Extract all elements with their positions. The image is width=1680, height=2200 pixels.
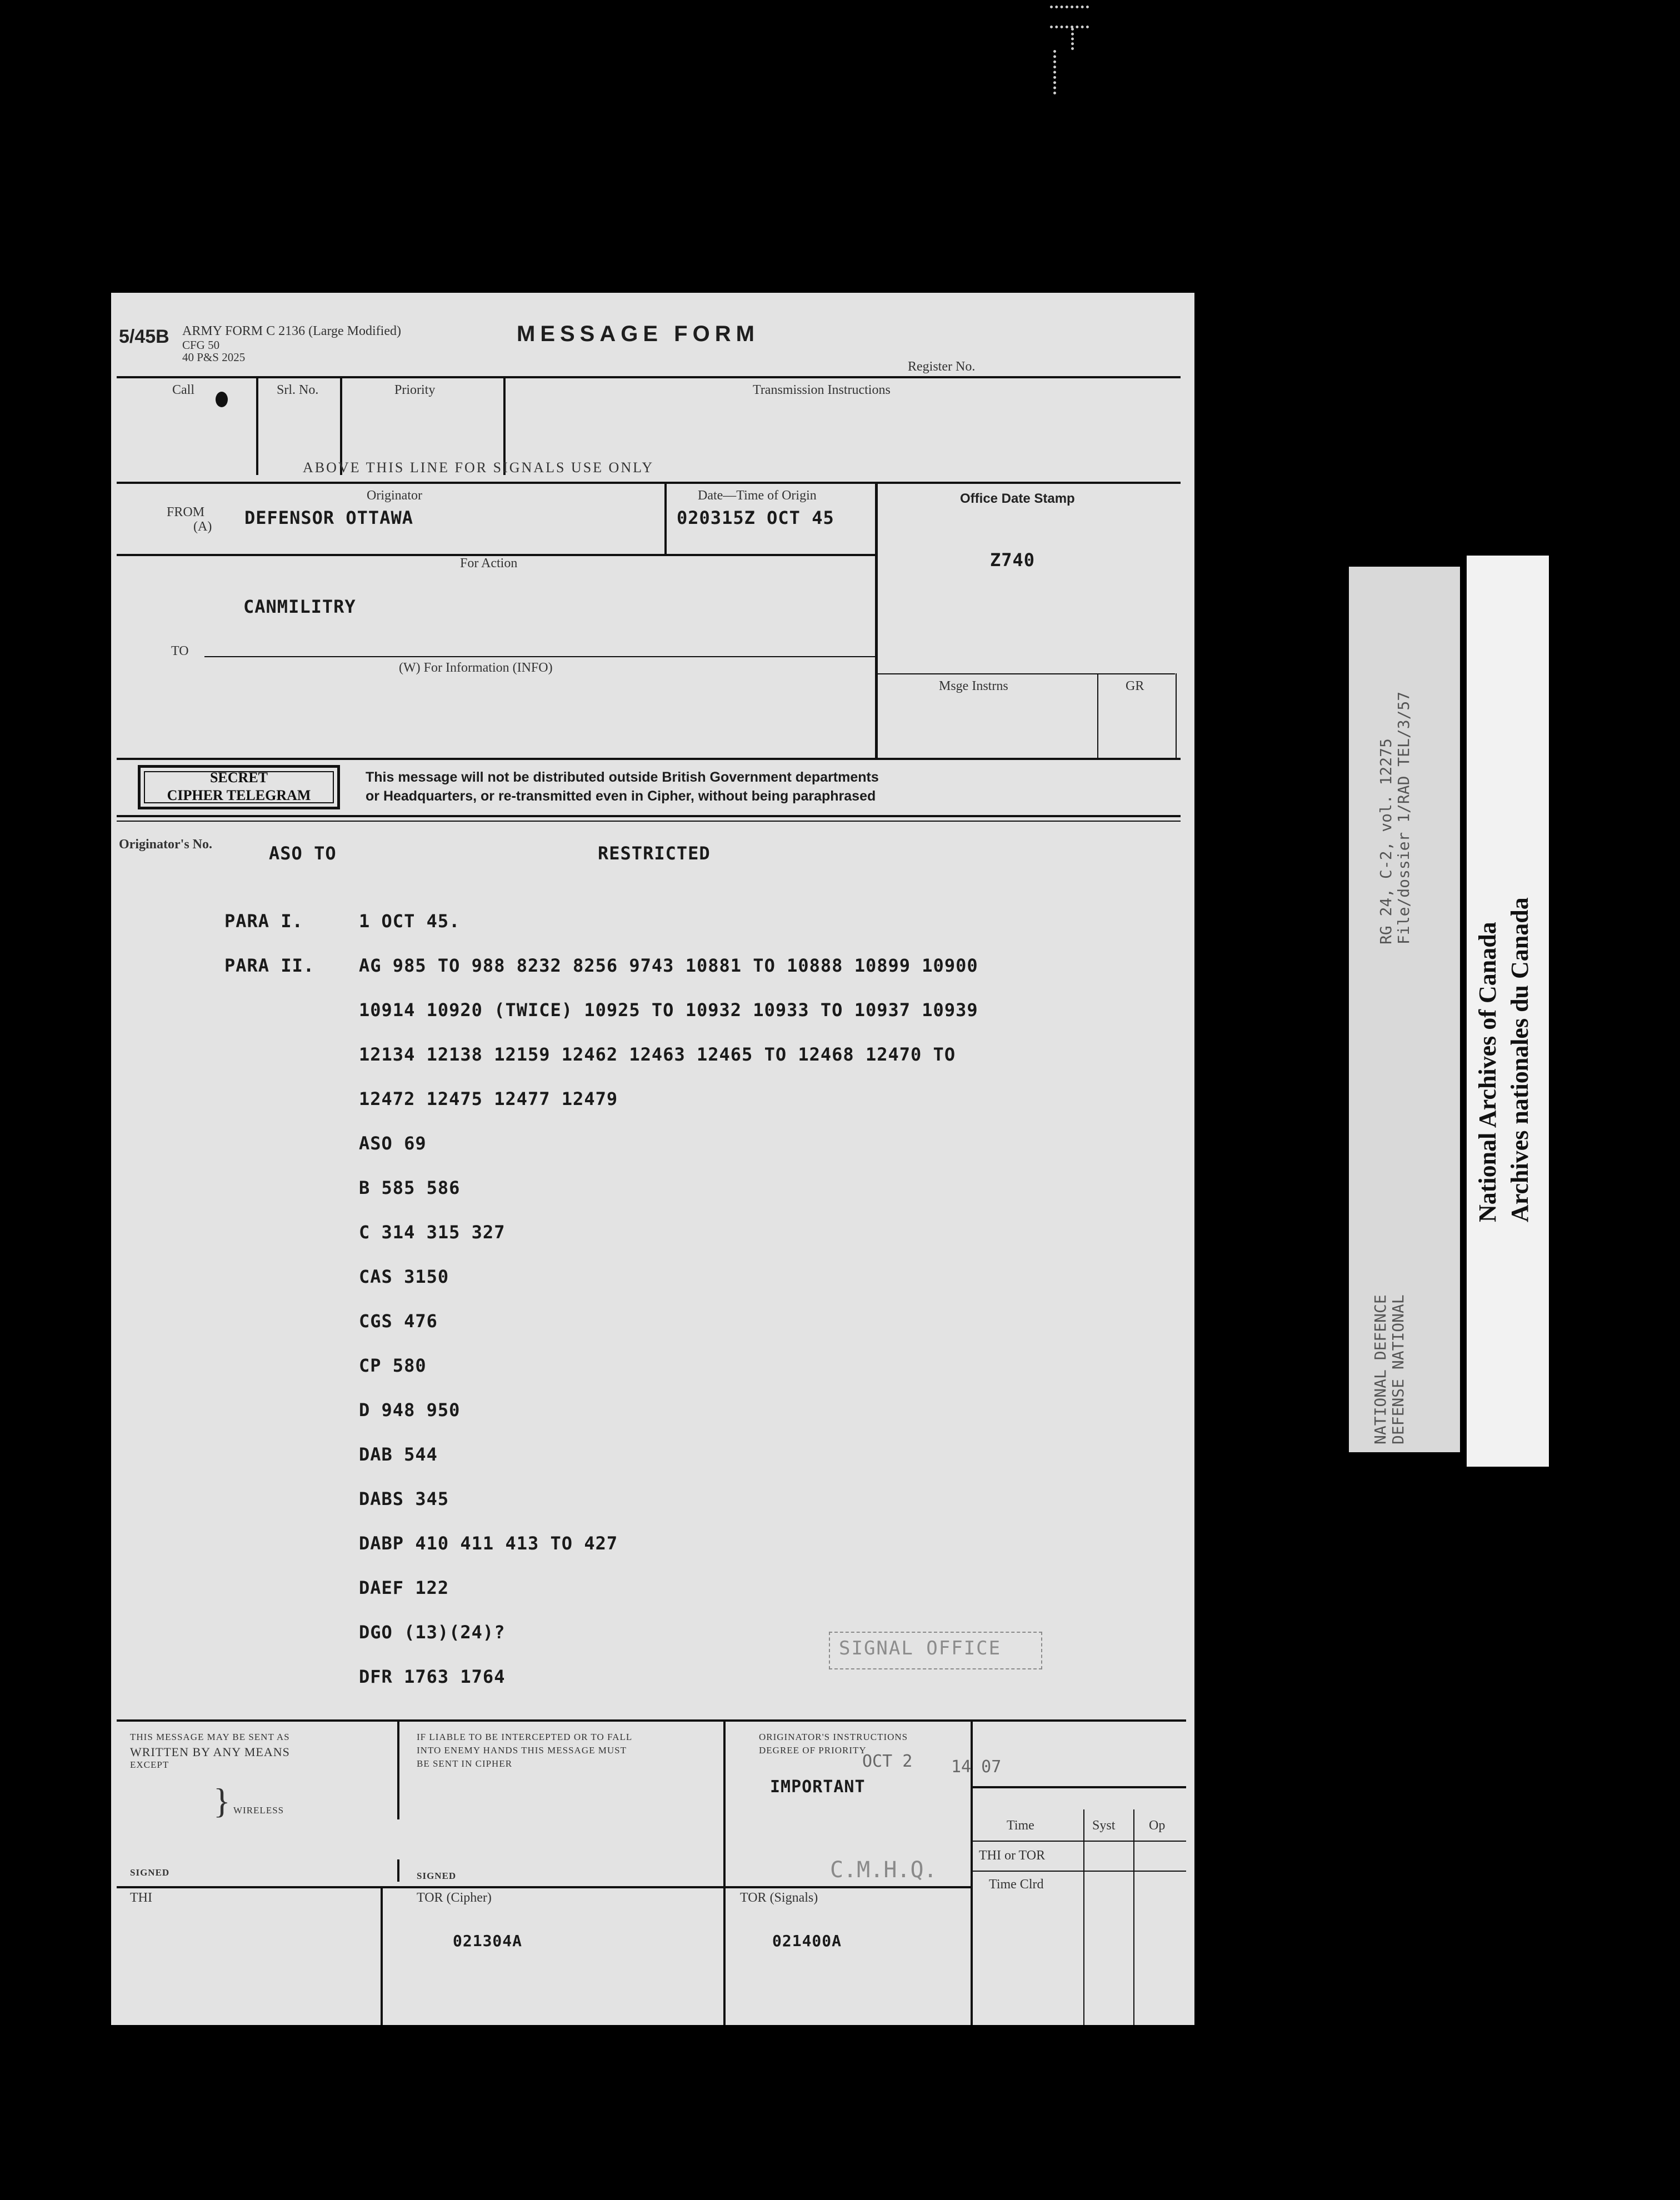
message-line: 12472 12475 12477 12479 [359,1088,618,1109]
register-label: Register No. [908,359,976,374]
rule [397,1859,399,1882]
for-action-label: For Action [460,556,518,571]
transmission-label: Transmission Instructions [753,383,891,397]
rule [875,482,878,758]
rule [723,1886,726,2025]
signals-use-only: ABOVE THIS LINE FOR SIGNALS USE ONLY [303,459,654,476]
message-line: B 585 586 [359,1177,461,1198]
tor-signals-label: TOR (Signals) [740,1891,818,1905]
time-stamp: 14 07 [951,1757,1002,1777]
cmhq-stamp: C.M.H.Q. [830,1857,937,1883]
message-form-sheet [111,293,1194,2025]
rule [664,482,667,554]
office-stamp-label: Office Date Stamp [960,491,1075,506]
srl-label: Srl. No. [277,383,319,397]
rule [117,821,1181,822]
rule [1083,1809,1084,2025]
rule [723,1719,726,1886]
office-stamp-value: Z740 [990,549,1036,571]
for-action-value: CANMILITRY [243,596,356,617]
may-be-sent-1: THIS MESSAGE MAY BE SENT AS [130,1732,290,1742]
department-name-2: DEFENSE NATIONAL [1389,1294,1407,1444]
date-stamp: OCT 2 [862,1752,913,1771]
archive-name-en: National Archives of Canada [1474,922,1501,1222]
distribution-notice-2: or Headquarters, or re-transmitted even in Cipher, without being paraphrased [366,788,876,804]
rule [971,1871,1186,1872]
message-line: 12134 12138 12159 12462 12463 12465 TO 12468 12470 TO [359,1044,956,1065]
intercept-1: IF LIABLE TO BE INTERCEPTED OR TO FALL [417,1732,633,1742]
form-title: MESSAGE FORM [517,322,759,346]
may-be-sent-3: EXCEPT [130,1759,169,1770]
classification: RESTRICTED [598,843,711,864]
msge-instrns-label: Msge Instrns [939,679,1008,693]
op-label: Op [1149,1818,1166,1833]
tor-cipher-label: TOR (Cipher) [417,1891,492,1905]
rule [117,1719,1186,1722]
message-line: C 314 315 327 [359,1222,506,1243]
priority-value: IMPORTANT [770,1777,866,1797]
rule [397,1719,399,1819]
message-line: DAEF 122 [359,1577,449,1598]
priority-label: Priority [394,383,436,397]
intercept-3: BE SENT IN CIPHER [417,1758,513,1769]
signed-label: SIGNED [130,1867,170,1878]
rule [256,376,258,475]
date-time-value: 020315Z OCT 45 [677,507,834,528]
thi-label: THI [130,1891,152,1905]
rule [1133,1809,1134,2025]
message-line: 10914 10920 (TWICE) 10925 TO 10932 10933 TO 10937 10939 [359,999,978,1021]
time-clrd-label: Time Clrd [989,1877,1044,1892]
punch-hole-mark [216,392,228,407]
department-name-1: NATIONAL DEFENCE [1371,1294,1389,1444]
signed-label: SIGNED [417,1871,457,1881]
rule [381,1886,383,2025]
message-line: 1 OCT 45. [359,911,461,932]
rule [117,815,1181,817]
call-label: Call [172,383,194,397]
rule [117,758,1181,760]
syst-label: Syst [1092,1818,1116,1833]
tor-signals-value: 021400A [772,1932,842,1950]
message-line: CGS 476 [359,1311,438,1332]
message-line: DAB 544 [359,1444,438,1465]
tor-cipher-value: 021304A [453,1932,523,1950]
message-line: CAS 3150 [359,1266,449,1287]
thi-or-tor-label: THI or TOR [979,1848,1046,1863]
para-label: PARA I. [224,911,303,932]
to-label: TO [171,644,189,658]
originators-instructions: ORIGINATOR'S INSTRUCTIONS [759,1732,908,1742]
scan-artifact [1049,3,1093,92]
info-label: (W) For Information (INFO) [399,661,553,675]
date-time-label: Date—Time of Origin [698,488,817,503]
rule [971,1786,1186,1788]
rule [1097,673,1098,758]
secret-label: SECRET [209,769,268,786]
army-form-label: ARMY FORM C 2136 (Large Modified) [182,324,401,338]
message-line: AG 985 TO 988 8232 8256 9743 10881 TO 10888 10899 10900 [359,955,978,976]
intercept-2: INTO ENEMY HANDS THIS MESSAGE MUST [417,1745,627,1756]
brace: } [213,1781,231,1821]
from-label: FROM [167,505,205,519]
message-line: CP 580 [359,1355,427,1376]
distribution-notice-1: This message will not be distributed outside British Government departments [366,769,879,785]
para-label: PARA II. [224,955,315,976]
rule [1176,673,1177,758]
rule [117,376,1181,378]
cfg-label: CFG 50 [182,338,220,352]
form-code: 5/45B [119,326,169,347]
message-line: D 948 950 [359,1399,461,1421]
rule [971,1841,1186,1842]
wireless-label: WIRELESS [233,1805,284,1816]
originators-no-value: ASO TO [269,843,337,864]
originator-value: DEFENSOR OTTAWA [244,507,413,528]
originator-label: Originator [367,488,422,503]
rule [117,1886,971,1888]
ps-label: 40 P&S 2025 [182,351,246,364]
to-line [204,656,875,657]
originators-no-label: Originator's No. [119,837,212,852]
rule [117,482,1181,484]
message-line: DABP 410 411 413 TO 427 [359,1533,618,1554]
message-line: DFR 1763 1764 [359,1666,506,1687]
rule [971,1719,973,2025]
signal-office-stamp-text: SIGNAL OFFICE [839,1637,1002,1659]
from-sub-label: (A) [193,519,212,534]
may-be-sent-2: WRITTEN BY ANY MEANS [130,1745,290,1759]
degree-of-priority: DEGREE OF PRIORITY [759,1745,867,1756]
time-label: Time [1007,1818,1034,1833]
cipher-telegram-label: CIPHER TELEGRAM [167,787,311,803]
archive-reference-1: RG 24, C-2, vol. 12275 [1377,738,1395,944]
rule [875,673,1175,674]
archive-reference-2: File/dossier 1/RAD TEL/3/57 [1394,691,1413,944]
message-line: DABS 345 [359,1488,449,1509]
archive-name-fr: Archives nationales du Canada [1506,897,1533,1222]
message-line: DGO (13)(24)? [359,1622,506,1643]
gr-label: GR [1126,679,1144,693]
message-line: ASO 69 [359,1133,427,1154]
